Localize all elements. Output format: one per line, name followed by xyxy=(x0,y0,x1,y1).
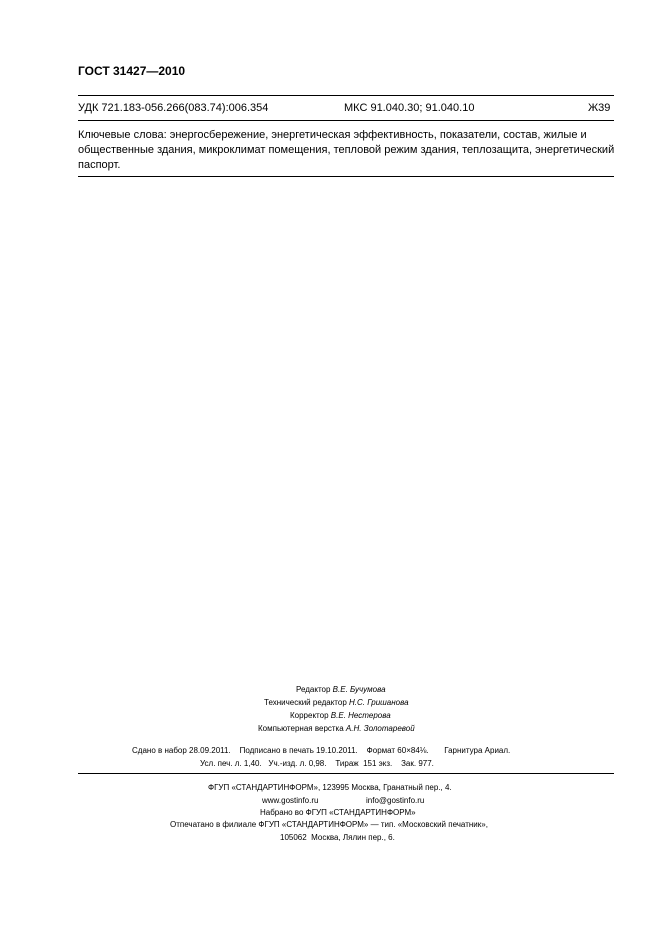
publisher-website: www.gostinfo.ru xyxy=(262,796,319,805)
udk-code: УДК 721.183-056.266(083.74):006.354 xyxy=(78,102,269,114)
printing-address: 105062 Москва, Лялин пер., 6. xyxy=(280,833,395,842)
mks-code: МКС 91.040.30; 91.040.10 xyxy=(344,102,475,114)
print-info-line-2: Усл. печ. л. 1,40. Уч.-изд. л. 0,98. Тираж 151 экз. Зак. 977. xyxy=(200,759,434,768)
credit-editor xyxy=(296,685,386,694)
credit-corrector xyxy=(290,711,391,720)
classification-divider xyxy=(78,120,614,121)
credit-layout-name: А.Н. Золотаревой xyxy=(345,724,415,733)
typesetting-info: Набрано во ФГУП «СТАНДАРТИНФОРМ» xyxy=(260,808,416,817)
print-info-line-1: Сдано в набор 28.09.2011. Подписано в печать 19.10.2011. Формат 60×84⅛. Гарнитура Ариал. xyxy=(132,746,511,755)
keywords-paragraph: Ключевые слова: энергосбережение, энергетическая эффективность, показатели, состав, жилые и общественные здания, микроклимат помещения, тепловой режим здания, теплозащита, энергетический паспорт. xyxy=(78,129,615,171)
publisher-address: ФГУП «СТАНДАРТИНФОРМ», 123995 Москва, Гранатный пер., 4. xyxy=(208,783,452,792)
credit-corrector-name: В.Е. Нестерова xyxy=(330,711,391,720)
keywords-divider xyxy=(78,176,614,177)
printing-info: Отпечатано в филиале ФГУП «СТАНДАРТИНФОРМ» — тип. «Московский печатник», xyxy=(170,820,488,829)
credit-editor-name: В.Е. Бучумова xyxy=(332,685,386,694)
credit-layout xyxy=(258,724,415,733)
imprint-divider xyxy=(78,773,614,774)
classification-code: Ж39 xyxy=(588,102,611,114)
header-divider xyxy=(78,95,614,96)
credit-layout-label: Компьютерная верстка xyxy=(258,724,344,733)
credit-tech-editor-label: Технический редактор xyxy=(264,698,347,707)
publisher-email: info@gostinfo.ru xyxy=(366,796,425,805)
credit-tech-editor xyxy=(264,698,409,707)
credit-editor-label: Редактор xyxy=(296,685,331,694)
credit-tech-editor-name: Н.С. Гришанова xyxy=(349,698,409,707)
credit-corrector-label: Корректор xyxy=(290,711,329,720)
standard-number: ГОСТ 31427—2010 xyxy=(78,64,186,78)
